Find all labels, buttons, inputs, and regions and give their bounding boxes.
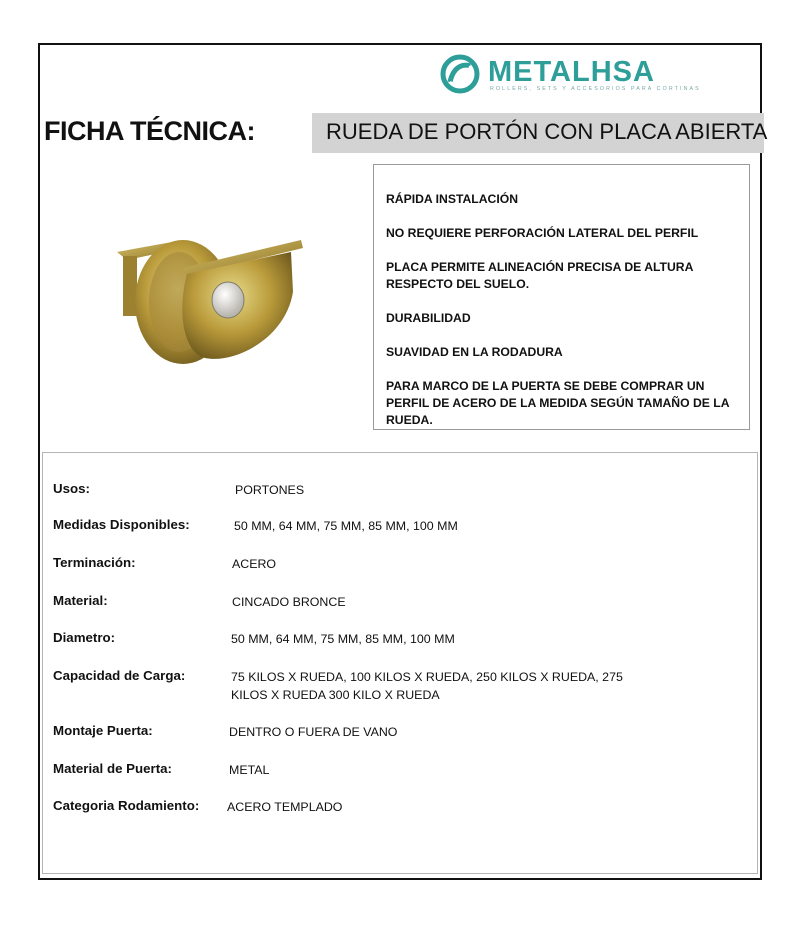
feature-item: SUAVIDAD EN LA RODADURA xyxy=(386,345,563,359)
spec-label: Montaje Puerta: xyxy=(53,723,153,738)
spec-label: Material de Puerta: xyxy=(53,761,172,776)
spec-value: 75 KILOS X RUEDA, 100 KILOS X RUEDA, 250 KILOS X RUEDA, 275 KILOS X RUEDA 300 KILO X RUEDA xyxy=(231,670,623,702)
feature-item: RÁPIDA INSTALACIÓN xyxy=(386,192,519,206)
spec-label: Categoria Rodamiento: xyxy=(53,798,200,813)
spec-value: 50 MM, 64 MM, 75 MM, 85 MM, 100 MM xyxy=(231,632,455,646)
product-title: RUEDA DE PORTÓN CON PLACA ABIERTA xyxy=(312,113,764,153)
spec-label: Material: xyxy=(53,593,108,608)
spec-value: 50 MM, 64 MM, 75 MM, 85 MM, 100 MM xyxy=(234,519,458,533)
brand-name: METALHSA xyxy=(488,56,655,88)
specifications-table xyxy=(42,452,758,874)
spec-label: Capacidad de Carga: xyxy=(53,668,186,683)
spec-label: Terminación: xyxy=(53,555,136,570)
brand-logo xyxy=(440,54,730,98)
feature-item: PLACA PERMITE ALINEACIÓN PRECISA DE ALTURA RESPECTO DEL SUELO. xyxy=(386,260,693,291)
spec-label: Medidas Disponibles: xyxy=(53,517,190,532)
spec-label: Usos: xyxy=(53,481,90,496)
spec-value: METAL xyxy=(229,763,270,777)
feature-item: DURABILIDAD xyxy=(386,311,471,325)
spec-label: Diametro: xyxy=(53,630,116,645)
spec-value: ACERO TEMPLADO xyxy=(227,800,343,814)
brand-tagline: ROLLERS, SETS Y ACCESORIOS PARA CORTINAS xyxy=(490,86,701,92)
spec-value: CINCADO BRONCE xyxy=(232,595,346,609)
features-box xyxy=(373,164,750,430)
metalhsa-logo-icon xyxy=(440,54,480,94)
ficha-tecnica-heading: FICHA TÉCNICA: xyxy=(44,116,255,146)
feature-item: NO REQUIERE PERFORACIÓN LATERAL DEL PERFIL xyxy=(386,226,699,240)
feature-item: PARA MARCO DE LA PUERTA SE DEBE COMPRAR UN PERFIL DE ACERO DE LA MEDIDA SEGÚN TAMAÑO DE LA RUEDA. xyxy=(386,379,730,427)
spec-value: PORTONES xyxy=(235,483,305,497)
gate-wheel-product-image xyxy=(113,222,305,367)
spec-value: DENTRO O FUERA DE VANO xyxy=(229,725,398,739)
spec-value: ACERO xyxy=(232,557,277,571)
